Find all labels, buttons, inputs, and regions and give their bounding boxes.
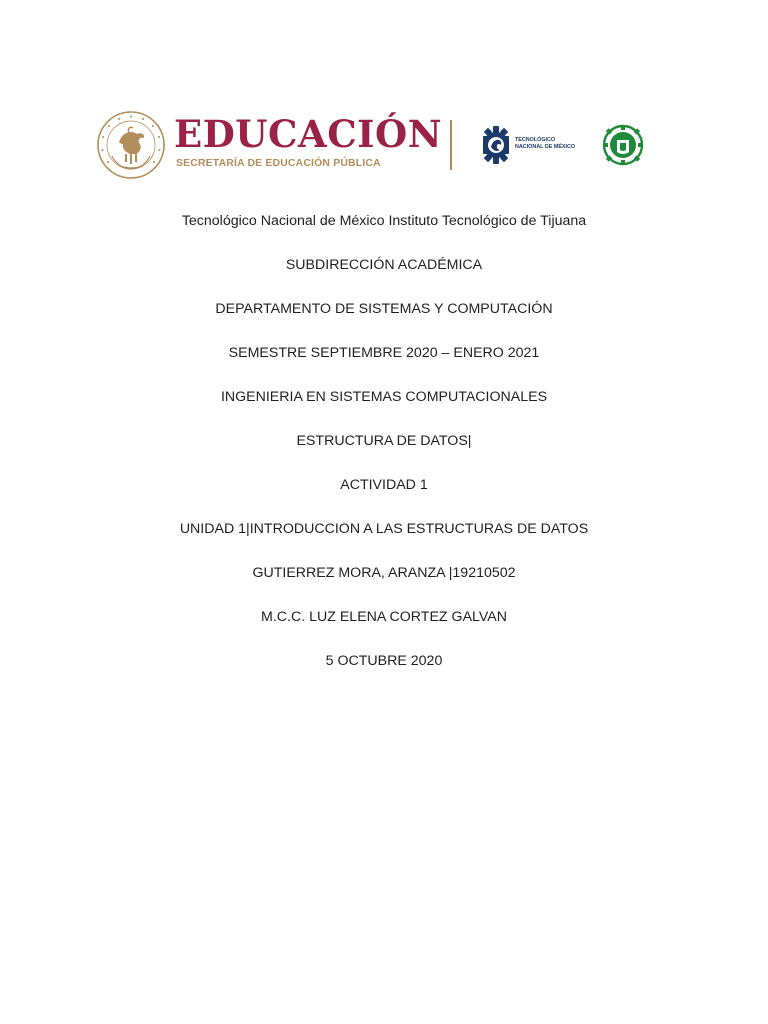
institution-name: Tecnológico Nacional de México Instituto Tecnológico de Tijuana (181, 213, 587, 229)
tecnm-gear-logo-icon (480, 123, 512, 167)
tecnm-name-line1: TECNOLÓGICO (515, 137, 556, 143)
unit-title: UNIDAD 1|INTRODUCCION A LAS ESTRUCTURAS DE DATOS (179, 521, 589, 537)
semester: SEMESTRE SEPTIEMBRE 2020 – ENERO 2021 (228, 345, 540, 361)
logo-divider (450, 120, 452, 170)
instructor-name: M.C.C. LUZ ELENA CORTEZ GALVAN (261, 609, 507, 625)
degree-program: INGENIERIA EN SISTEMAS COMPUTACIONALES (220, 389, 548, 405)
tecnm-name-line2: NACIONAL DE MÉXICO (515, 144, 576, 151)
coat-of-arms-seal-icon (96, 110, 166, 180)
activity-title: ACTIVIDAD 1 (340, 477, 428, 493)
educacion-wordmark: EDUCACIÓN (174, 112, 443, 156)
institutional-header (96, 108, 656, 182)
student-name: GUTIERREZ MORA, ARANZA |19210502 (252, 565, 516, 581)
itt-emblem-logo-icon (602, 124, 644, 166)
subdirectorate: SUBDIRECCIÓN ACADÉMICA (285, 257, 483, 273)
department: DEPARTAMENTO DE SISTEMAS Y COMPUTACIÓN (215, 301, 553, 317)
course-name: ESTRUCTURA DE DATOS| (296, 433, 472, 449)
date: 5 OCTUBRE 2020 (325, 653, 443, 669)
cover-lines (0, 208, 768, 692)
tecnm-name (515, 137, 575, 152)
sep-name: SECRETARÍA DE EDUCACIÓN PÚBLICA (176, 158, 381, 169)
